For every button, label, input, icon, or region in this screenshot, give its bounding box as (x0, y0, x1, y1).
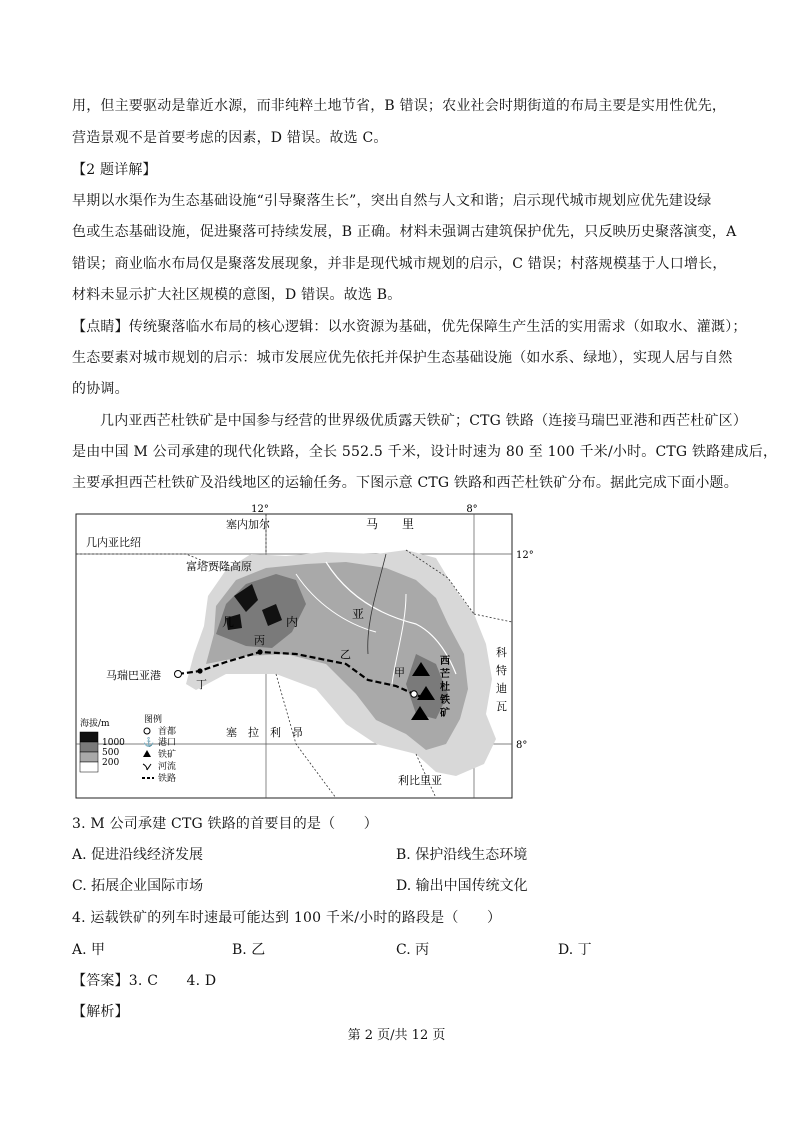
label-cote-divoire: 迪 (496, 682, 507, 695)
label-segment-jia: 甲 (394, 666, 405, 679)
svg-text:港口: 港口 (158, 738, 177, 748)
q3-option-a[interactable]: A. 促进沿线经济发展 (72, 847, 204, 863)
paragraph-line: 营造景观不是首要考虑的因素，D 错误。故选 C。 (72, 130, 388, 146)
label-guinea: 亚 (352, 607, 365, 621)
svg-text:河流: 河流 (158, 762, 177, 772)
ctg-railway-map (76, 504, 534, 798)
paragraph-line: 错误；商业临水布局仅是聚落发展现象，并非是现代城市规划的启示，C 错误；村落规模基于人口增长， (72, 256, 727, 272)
label-segment-ding: 丁 (196, 678, 207, 691)
q3-option-b[interactable]: B. 保护沿线生态环境 (396, 847, 528, 863)
label-simandou: 芒 (440, 669, 450, 680)
label-guinea-bissau: 几内亚比绍 (86, 536, 141, 549)
q3-option-c[interactable]: C. 拓展企业国际市场 (72, 878, 204, 894)
q3-option-d[interactable]: D. 输出中国传统文化 (396, 878, 528, 894)
q2-heading: 【2 题详解】 (72, 162, 157, 178)
anchor-icon: ⚓ (143, 738, 155, 748)
q4-option-d[interactable]: D. 丁 (558, 942, 592, 958)
paragraph-line: 材料未显示扩大社区规模的意图，D 错误。故选 B。 (72, 287, 402, 303)
label-segment-bing: 丙 (254, 634, 265, 647)
analysis-heading: 【解析】 (72, 1004, 129, 1020)
q4-option-c[interactable]: C. 丙 (396, 942, 430, 958)
q3-stem: 3. M 公司承建 CTG 铁路的首要目的是（ ） (72, 816, 378, 832)
station-dot (257, 649, 262, 654)
svg-text:首都: 首都 (158, 727, 177, 737)
answer: 【答案】3. C 4. D (72, 973, 217, 989)
label-port: 马瑞巴亚港 (106, 669, 161, 682)
label-lat-8: 8° (516, 740, 528, 751)
label-lon-8: 8° (466, 504, 478, 515)
tip-line: 【点睛】传统聚落临水布局的核心逻辑：以水资源为基础，优先保障生产生活的实用需求（如取水、灌溉）； (72, 319, 747, 335)
page-footer: 第 2 页/共 12 页 (347, 1028, 446, 1043)
material-line: 几内亚西芒杜铁矿是中国参与经营的世界级优质露天铁矿；CTG 铁路（连接马瑞巴亚港和西芒杜矿区） (100, 413, 748, 429)
label-fouta-djallon: 富塔贾隆高原 (186, 560, 252, 573)
svg-text:200: 200 (102, 758, 120, 768)
label-sierra-leone: 塞 拉 利 昂 (226, 726, 303, 739)
label-lon-12: 12° (251, 504, 269, 515)
label-cote-divoire: 瓦 (496, 700, 507, 713)
station-dot (197, 668, 202, 673)
capital-icon (144, 728, 150, 734)
label-guinea: 几 (222, 615, 235, 629)
svg-text:1000: 1000 (102, 738, 125, 748)
q4-option-b[interactable]: B. 乙 (232, 942, 266, 958)
label-simandou: 西 (440, 656, 450, 667)
label-segment-yi: 乙 (340, 648, 351, 661)
svg-text:铁矿: 铁矿 (158, 750, 177, 760)
svg-text:图例: 图例 (144, 715, 163, 725)
paragraph-line: 早期以水渠作为生态基础设施“引导聚落生长”，突出自然与人文和谐；启示现代城市规划应优先建设绿 (72, 193, 712, 209)
material-line: 主要承担西芒杜铁矿及沿线地区的运输任务。下图示意 CTG 铁路和西芒杜铁矿分布。据此完成下面小题。 (72, 475, 738, 491)
q4-stem: 4. 运载铁矿的列车时速最可能达到 100 千米/小时的路段是（ ） (72, 910, 502, 926)
port-icon (175, 671, 182, 678)
material-line: 是由中国 M 公司承建的现代化铁路，全长 552.5 千米，设计时速为 80 至 100 千米/小时。CTG 铁路建成后， (72, 444, 778, 460)
label-cote-divoire: 特 (496, 664, 507, 677)
label-simandou: 铁 (440, 695, 450, 706)
tip-line: 的协调。 (72, 381, 129, 397)
label-liberia: 利比里亚 (398, 774, 442, 787)
paragraph-line: 用，但主要驱动是靠近水源，而非纯粹土地节省，B 错误；农业社会时期街道的布局主要是实用性优先， (72, 98, 727, 114)
mine-station (411, 691, 417, 697)
label-mali: 马 里 (366, 517, 415, 531)
label-guinea: 内 (286, 615, 299, 629)
q4-option-a[interactable]: A. 甲 (72, 942, 106, 958)
svg-text:500: 500 (102, 748, 120, 758)
svg-text:铁路: 铁路 (158, 774, 177, 784)
tip-line: 生态要素对城市规划的启示：城市发展应优先依托并保护生态基础设施（如水系、绿地），实现人居与自然 (72, 350, 733, 366)
svg-text:海拔/m: 海拔/m (80, 719, 110, 729)
label-lat-12: 12° (516, 550, 534, 561)
paragraph-line: 色或生态基础设施，促进聚落可持续发展，B 正确。材料未强调古建筑保护优先，只反映历史聚落演变，A (72, 224, 737, 240)
label-simandou: 矿 (440, 708, 450, 719)
label-cote-divoire: 科 (496, 646, 507, 659)
label-senegal: 塞内加尔 (226, 518, 270, 531)
label-simandou: 杜 (440, 682, 450, 693)
